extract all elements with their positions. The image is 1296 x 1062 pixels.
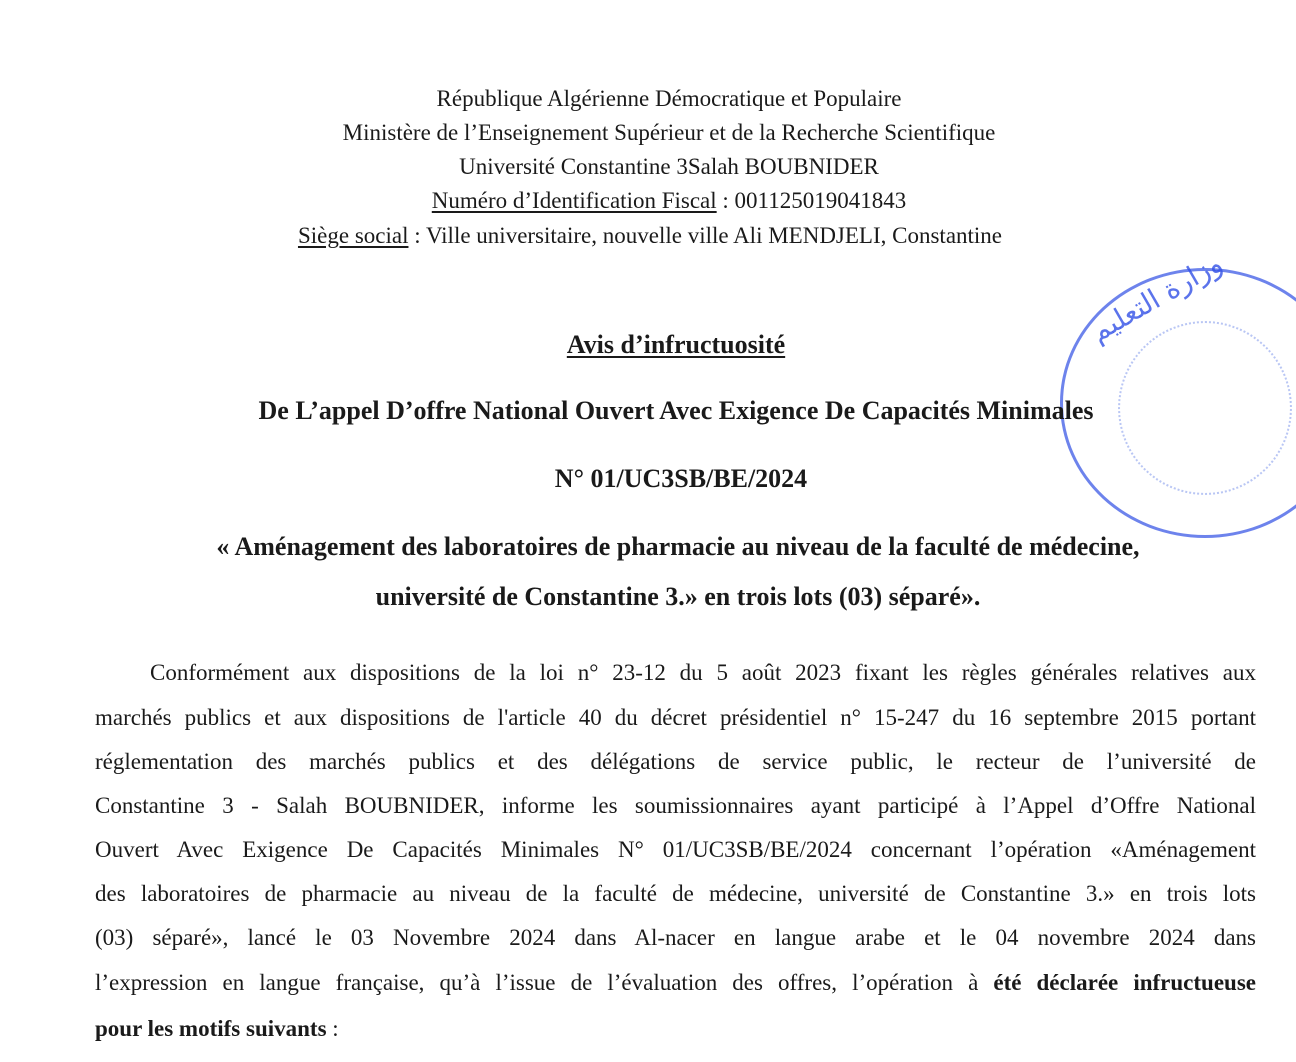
body-line: (03) séparé», lancé le 03 Novembre 2024 dans Al-nacer en langue arabe et le 04 novembre 2024 dans bbox=[95, 925, 1256, 950]
tender-number: N° 01/UC3SB/BE/2024 bbox=[554, 464, 808, 493]
tender-object-line1: « Aménagement des laboratoires de pharmacie au niveau de la faculté de médecine, bbox=[216, 532, 1140, 561]
republic-line: République Algérienne Démocratique et Populaire bbox=[436, 86, 902, 111]
stamp-text: وزارة التعليم bbox=[1084, 246, 1228, 349]
nif-label: Numéro d’Identification Fiscal bbox=[431, 188, 717, 213]
university-line: Université Constantine 3Salah BOUBNIDER bbox=[459, 154, 879, 179]
notice-title: Avis d’infructuosité bbox=[566, 330, 786, 359]
body-line bbox=[95, 1016, 1256, 1042]
body-line: Constantine 3 - Salah BOUBNIDER, informe les soumissionnaires ayant participé à l’Appel d’Offre National bbox=[95, 793, 1256, 818]
ministry-line: Ministère de l’Enseignement Supérieur et de la Recherche Scientifique bbox=[342, 120, 996, 145]
tender-object-line2: université de Constantine 3.» en trois lots (03) séparé». bbox=[375, 582, 981, 611]
siege-line bbox=[0, 219, 1296, 253]
body-line: Conformément aux dispositions de la loi n° 23-12 du 5 août 2023 fixant les règles générales relatives aux bbox=[150, 660, 1256, 685]
body-line: Ouvert Avec Exigence De Capacités Minimales N° 01/UC3SB/BE/2024 concernant l’opération «Aménagement bbox=[95, 837, 1256, 862]
body-bold-text: pour les motifs suivants bbox=[95, 1016, 327, 1041]
siege-label: Siège social bbox=[297, 223, 409, 248]
body-text: l’expression en langue française, qu’à l’issue de l’évaluation des offres, l’opération à bbox=[95, 970, 994, 995]
siege-value: : Ville universitaire, nouvelle ville Ali MENDJELI, Constantine bbox=[408, 223, 1003, 248]
tender-title: De L’appel D’offre National Ouvert Avec Exigence De Capacités Minimales bbox=[258, 396, 1094, 425]
body-line: des laboratoires de pharmacie au niveau de la faculté de médecine, université de Constantine 3.» en trois lots bbox=[95, 881, 1256, 906]
body-text: : bbox=[326, 1016, 339, 1041]
body-line: réglementation des marchés publics et des délégations de service public, le recteur de l’université de bbox=[95, 749, 1256, 774]
body-bold-text: été déclarée infructueuse bbox=[993, 970, 1256, 995]
body-line bbox=[95, 970, 1256, 996]
nif-value: : 001125019041843 bbox=[716, 188, 907, 213]
nif-line bbox=[0, 184, 1296, 218]
body-line: marchés publics et aux dispositions de l'article 40 du décret présidentiel n° 15-247 du 16 septembre 2015 portant bbox=[95, 705, 1256, 730]
